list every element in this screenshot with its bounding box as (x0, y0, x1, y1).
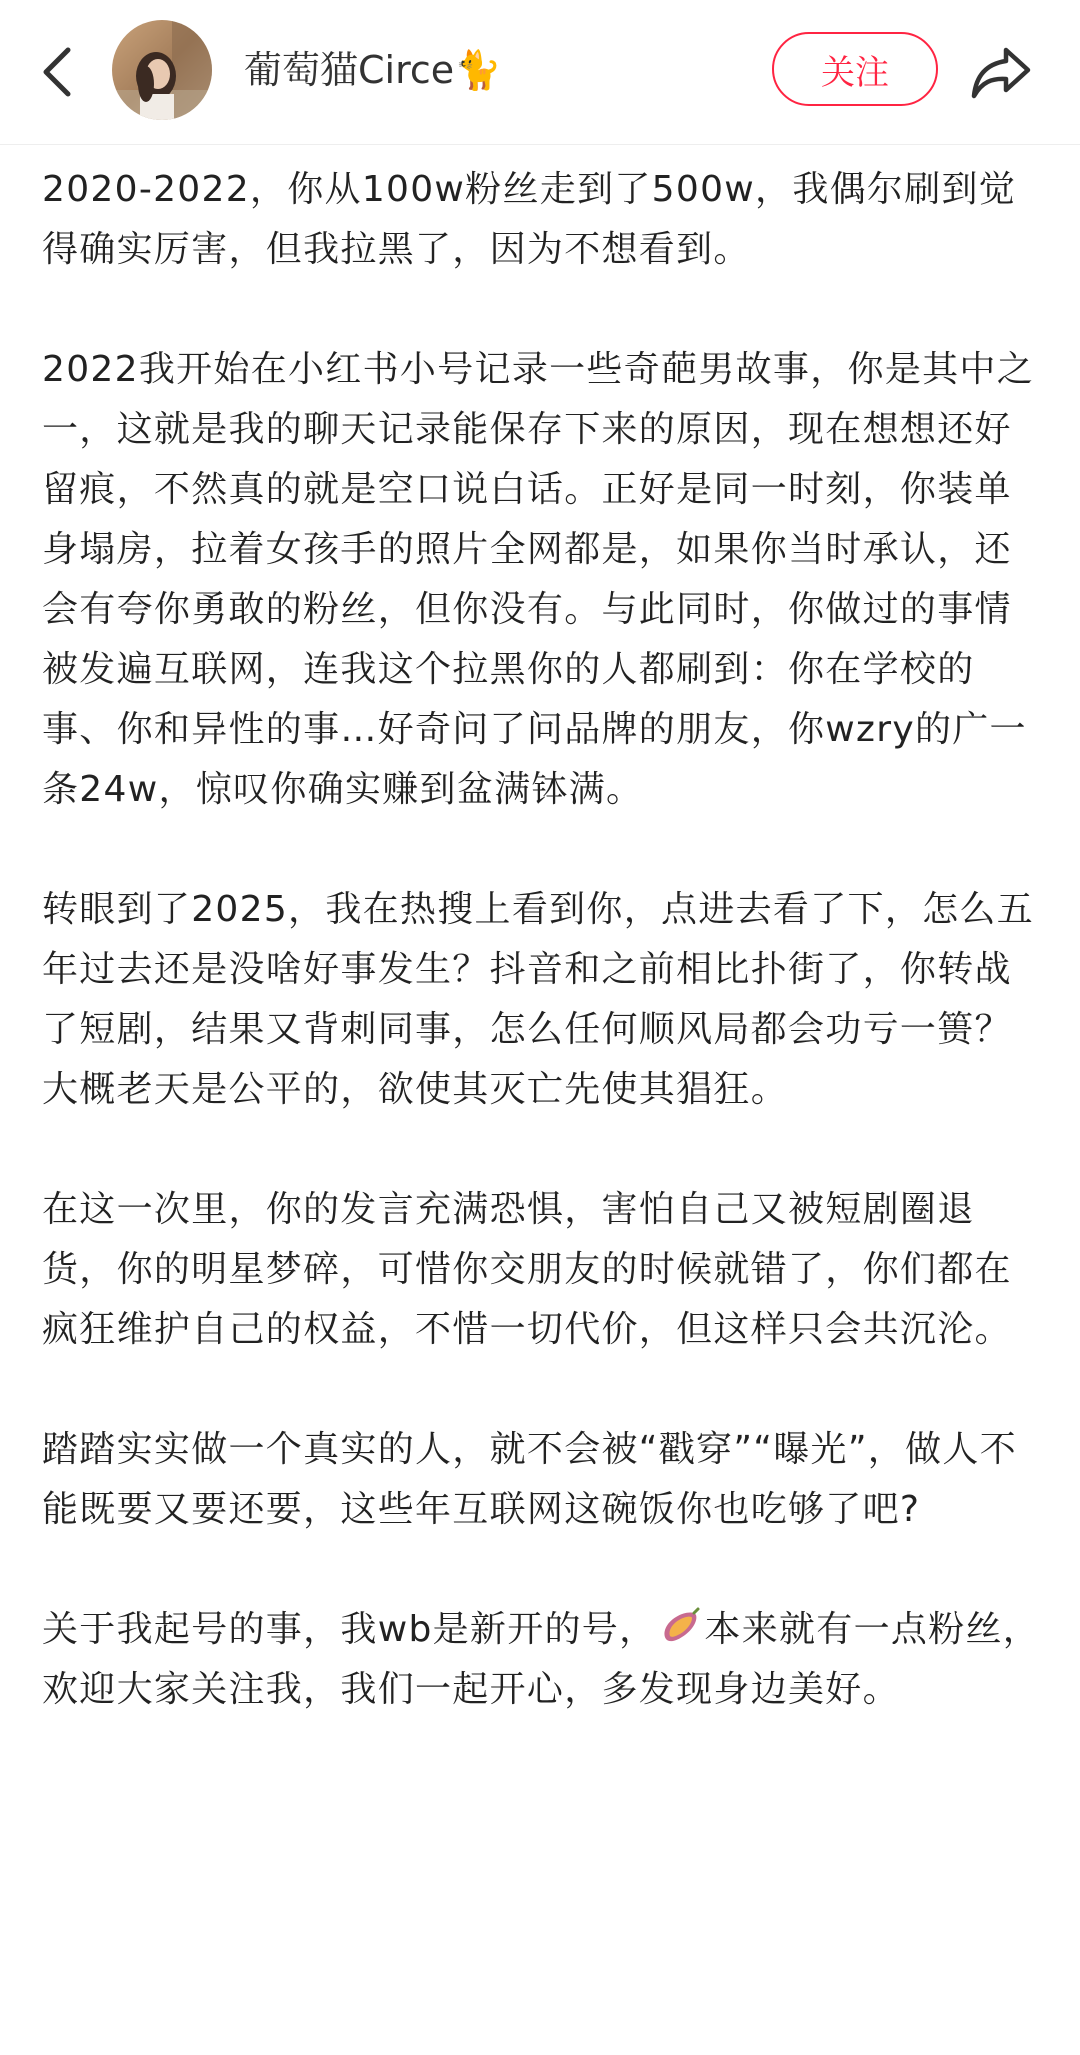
share-arrow-icon (970, 44, 1032, 100)
post-paragraph-2: 2022我开始在小红书小号记录一些奇葩男故事，你是其中之一，这就是我的聊天记录能保存下来的原因，现在想想还好留痕，不然真的就是空口说白话。正好是同一时刻，你装单身塌房，拉着女孩手的照片全网都是，如果你当时承认，还会有夸你勇敢的粉丝，但你没有。与此同时，你做过的事情被发遍互联网，连我这个拉黑你的人都刷到：你在学校的事、你和异性的事…好奇问了问品牌的朋友，你wzry的广一条24w，惊叹你确实赚到盆满钵满。 (42, 349, 1035, 810)
post-paragraph-6-end: 本来就有一点粉丝，欢迎大家关注我，我们一起开心，多发现身边美好。 (42, 1609, 1041, 1710)
post-header (0, 0, 1080, 145)
author-name-text: 葡萄猫Circe (244, 48, 455, 92)
follow-button[interactable]: 关注 (772, 32, 938, 106)
post-body (42, 160, 1042, 1780)
share-button[interactable] (966, 38, 1036, 106)
avatar[interactable] (112, 20, 212, 120)
post-paragraph-6-start: 关于我起号的事，我wb是新开的号， (42, 1609, 657, 1650)
chevron-left-icon (38, 44, 78, 100)
post-paragraph-5: 踏踏实实做一个真实的人，就不会被“戳穿”“曝光”，做人不能既要又要还要，这些年互联网这碗饭你也吃够了吧? (42, 1429, 1018, 1530)
post-paragraph-3: 转眼到了2025，我在热搜上看到你，点进去看了下，怎么五年过去还是没啥好事发生？抖音和之前相比扑街了，你转战了短剧，结果又背刺同事，怎么任何顺风局都会功亏一篑？大概老天是公平的，欲使其灭亡先使其猖狂。 (42, 889, 1035, 1110)
avatar-image (112, 20, 212, 120)
cat-icon: 🐈 (454, 48, 502, 92)
post-paragraph-6 (42, 1600, 1042, 1720)
post-paragraph-4: 在这一次里，你的发言充满恐惧，害怕自己又被短剧圈退货，你的明星梦碎，可惜你交朋友的时候就错了，你们都在疯狂维护自己的权益，不惜一切代价，但这样只会共沉沦。 (42, 1189, 1012, 1350)
post-paragraph-1: 2020-2022，你从100w粉丝走到了500w，我偶尔刷到觉得确实厉害，但我拉黑了，因为不想看到。 (42, 169, 1017, 270)
author-name[interactable] (244, 46, 501, 94)
sweet-potato-icon (658, 1605, 702, 1649)
back-button[interactable] (30, 40, 86, 104)
